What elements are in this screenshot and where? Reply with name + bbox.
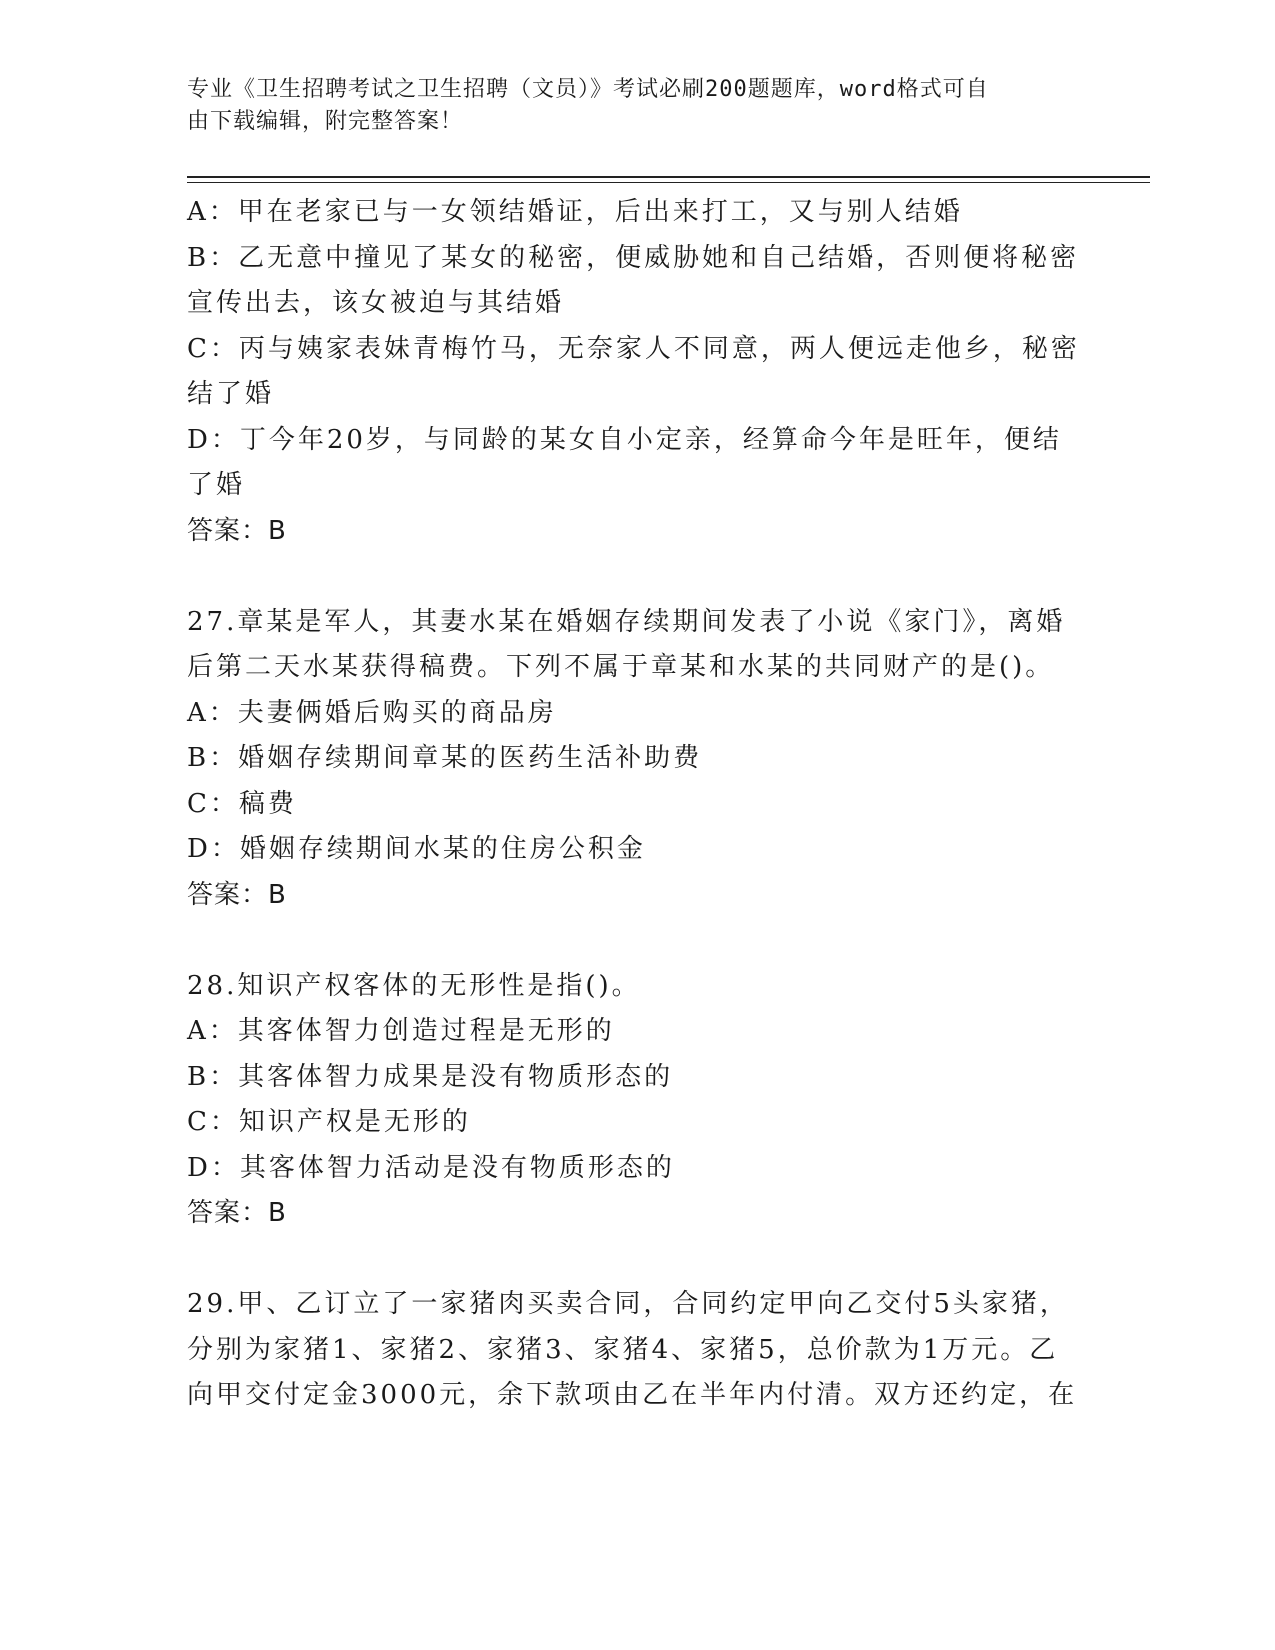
q28-answer: 答案：B <box>187 1198 287 1228</box>
question-29 <box>187 1282 1078 1419</box>
q26-option-b-line-1: B：乙无意中撞见了某女的秘密，便威胁她和自己结婚，否则便将秘密 <box>187 242 1080 273</box>
header-divider-thin <box>187 182 1150 183</box>
q26-option-d-line-1: D：丁今年20岁，与同龄的某女自小定亲，经算命今年是旺年，便结 <box>187 424 1062 455</box>
header-divider-thick <box>187 176 1150 178</box>
header-line-2: 由下载编辑，附完整答案！ <box>187 109 464 134</box>
header-line-1: 专业《卫生招聘考试之卫生招聘（文员）》考试必刷200题题库，word格式可自 <box>187 77 989 102</box>
q29-stem-line-1: 29.甲、乙订立了一家猪肉买卖合同，合同约定甲向乙交付5头家猪， <box>187 1289 1069 1319</box>
q28-option-a: A：其客体智力创造过程是无形的 <box>187 1016 615 1046</box>
question-28 <box>187 964 1067 1237</box>
q26-answer: 答案：B <box>187 515 287 546</box>
q28-option-c: C：知识产权是无形的 <box>187 1107 471 1137</box>
q28-option-b: B：其客体智力成果是没有物质形态的 <box>187 1061 674 1092</box>
q27-option-b: B：婚姻存续期间章某的医药生活补助费 <box>187 743 703 773</box>
q26-option-c-line-2: 结了婚 <box>187 379 275 409</box>
q29-stem-line-3: 向甲交付定金3000元，余下款项由乙在半年内付清。双方还约定，在 <box>187 1380 1078 1410</box>
document-header <box>187 74 1067 138</box>
question-list <box>187 190 1080 1419</box>
q27-option-c: C：稿费 <box>187 788 297 819</box>
question-26 <box>187 190 1080 554</box>
spacer <box>187 554 1067 600</box>
q27-answer: 答案：B <box>187 879 287 910</box>
q26-option-d-line-2: 了婚 <box>187 470 246 500</box>
question-27 <box>187 600 1067 919</box>
q26-option-b-line-2: 宣传出去，该女被迫与其结婚 <box>187 288 565 318</box>
q27-stem-line-1: 27.章某是军人，其妻水某在婚姻存续期间发表了小说《家门》，离婚 <box>187 606 1066 637</box>
q26-option-c-line-1: C：丙与姨家表妹青梅竹马，无奈家人不同意，两人便远走他乡，秘密 <box>187 333 1080 364</box>
spacer <box>187 1237 1067 1283</box>
q26-option-a: A：甲在老家已与一女领结婚证，后出来打工，又与别人结婚 <box>187 197 963 227</box>
q27-stem-line-2: 后第二天水某获得稿费。下列不属于章某和水某的共同财产的是()。 <box>187 652 1055 682</box>
q27-option-a: A：夫妻俩婚后购买的商品房 <box>187 697 557 728</box>
q27-option-d: D：婚姻存续期间水某的住房公积金 <box>187 834 646 864</box>
spacer <box>187 918 1067 964</box>
q28-stem: 28.知识产权客体的无形性是指()。 <box>187 970 641 1001</box>
q29-stem-line-2: 分别为家猪1、家猪2、家猪3、家猪4、家猪5，总价款为1万元。乙 <box>187 1334 1059 1365</box>
q28-option-d: D：其客体智力活动是没有物质形态的 <box>187 1152 675 1183</box>
